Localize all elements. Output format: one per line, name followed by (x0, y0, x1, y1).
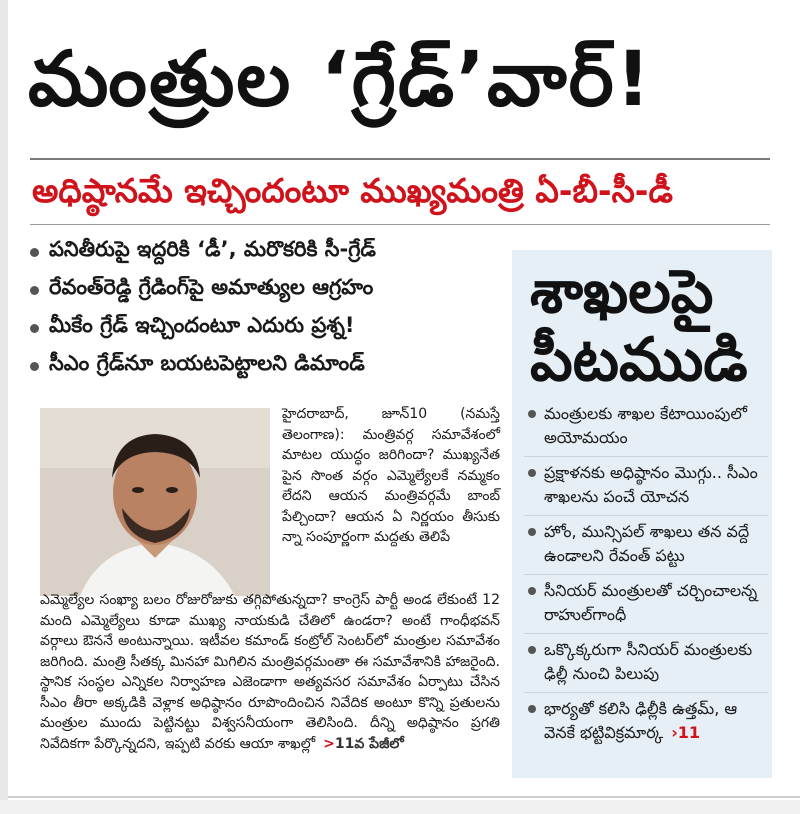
sidebar-item-copy: భార్యతో కలిసి ఢిల్లీకి ఉత్తమ్, ఆ వెనకే భట్టివిక్రమార్క (544, 699, 738, 742)
sidebar-item (524, 398, 768, 457)
sidebar-item (524, 516, 768, 575)
bullet-text: పనితీరుపై ఇద్దరికి ‘డీ’, మరొకరికి సీ-గ్రేడ్ (49, 237, 376, 261)
sidebar-item-text: సీనియర్ మంత్రులతో చర్చించాలన్న రాహుల్‌గాంధీ (544, 581, 758, 624)
article-intro (282, 404, 500, 548)
continued-ref[interactable] (323, 736, 404, 752)
continued-ref-text: 11వ పేజీలో (334, 735, 404, 752)
page-ref-number: 11 (677, 723, 701, 742)
divider (30, 158, 770, 160)
bullet-item (30, 350, 500, 382)
sidebar-title-line: పీటముడి (530, 325, 748, 395)
portrait-photo (40, 408, 270, 596)
sidebar-item (524, 575, 768, 634)
bullet-icon (528, 646, 536, 654)
bullet-icon (528, 410, 536, 418)
bullet-icon (30, 324, 39, 333)
sidebar-item-text: హోం, మున్సిపల్ శాఖలు తన వద్దే ఉండాలని రేవంత్ పట్టు (544, 522, 750, 565)
bullet-text: సీఎం గ్రేడ్‌నూ బయటపెట్టాలని డిమాండ్ (49, 351, 365, 375)
sidebar-title (530, 258, 760, 394)
arrow-icon: › (671, 723, 678, 742)
article-intro-text: హైదరాబాద్, జూన్10 (నమస్తే తెలంగాణ): మంత్రివర్గ సమావేశంలో మాటల యుద్ధం జరిగిందా? ముఖ్యనేత పైన సొంత వర్గం ఎమ్మెల్యేలకే నమ్మకం లేదని ఆయన మంత్రివర్గమే బాంబ్ పేల్చిందా? ఆయన ఏ నిర్ణయం తీసుకు న్నా సంపూర్ణంగా మద్దతు తెలిపే (282, 406, 500, 545)
sidebar-items (524, 398, 768, 751)
divider (30, 224, 770, 225)
bullet-text: రేవంత్‌రెడ్డి గ్రేడింగ్‌పై అమాత్యుల ఆగ్రహం (49, 275, 374, 299)
divider (8, 796, 800, 798)
arrow-icon: > (323, 735, 335, 752)
sidebar-item (524, 693, 768, 751)
bullet-icon (528, 587, 536, 595)
bullet-item (30, 312, 500, 344)
page-ref[interactable] (671, 723, 700, 742)
bullet-icon (30, 248, 39, 257)
sidebar-title-line: శాఖలపై (530, 257, 714, 327)
page-edge (0, 0, 8, 800)
bullet-icon (528, 528, 536, 536)
bullet-text: మీకేం గ్రేడ్ ఇచ్చిందంటూ ఎదురు ప్రశ్న! (49, 313, 355, 337)
subheadline: అధిష్ఠానమే ఇచ్చిందంటూ ముఖ్యమంత్రి ఏ-బీ-సీ-డీ (32, 171, 673, 210)
bullet-item (30, 274, 500, 306)
article-body (40, 590, 500, 754)
bullet-icon (30, 286, 39, 295)
sidebar-item (524, 634, 768, 693)
sidebar-item-text: ఒక్కొక్కరుగా సీనియర్ మంత్రులకు ఢిల్లీ నుంచి పిలుపు (544, 640, 753, 683)
bullet-item (30, 236, 500, 268)
sidebar-item-text: ప్రక్షాళనకు అధిష్ఠానం మొగ్గు.. సీఎం శాఖలను పంచే యోచన (544, 463, 758, 506)
sidebar-item-text: మంత్రులకు శాఖల కేటాయింపులో అయోమయం (544, 404, 747, 447)
page-footer-strip (0, 800, 800, 814)
highlight-bullets (30, 236, 500, 388)
sidebar-item-text (544, 697, 768, 745)
bullet-icon (30, 362, 39, 371)
bullet-icon (528, 469, 536, 477)
article-body-copy: ఎమ్మెల్యేల సంఖ్యా బలం రోజురోజుకు తగ్గిపోతున్నదా? కాంగ్రెస్ పార్టీ అండ లేకుంటే 12 మంది ఎమ్మెల్యేలు కూడా ముఖ్య నాయకుడి చేతిలో ఉండరా? అంటే గాంధీభవన్ వర్గాలు ఔననే అంటున్నాయి. ఇటీవల కమాండ్ కంట్రోల్ సెంటర్‌లో మంత్రుల సమావేశం జరిగింది. మంత్రి సీతక్క మినహా మిగిలిన మంత్రివర్గమంతా ఈ సమావేశానికి హాజరైంది. స్థానిక సంస్థల ఎన్నికల నిర్వాహణ ఎజెండాగా అత్యవసర సమావేశం ఏర్పాటు చేసిన సీఎం తీరా అక్కడికి వెళ్లాక అధిష్ఠానం రూపొందించిన నివేదిక అంటూ కొన్ని ప్రతులను మంత్రుల ముందు పెట్టినట్టు విశ్వసనీయంగా తెలిసింది. దీన్ని అధిష్ఠానం ప్రగతి నివేదికగా పేర్కొన్నదని, ఇప్పటి వరకు ఆయా శాఖల్లో (40, 592, 500, 752)
article-body-text (40, 590, 500, 754)
bullet-icon (528, 705, 536, 713)
sidebar-item (524, 457, 768, 516)
person-photo-icon (40, 408, 270, 596)
headline: మంత్రుల ‘గ్రేడ్’వార్! (28, 34, 653, 123)
